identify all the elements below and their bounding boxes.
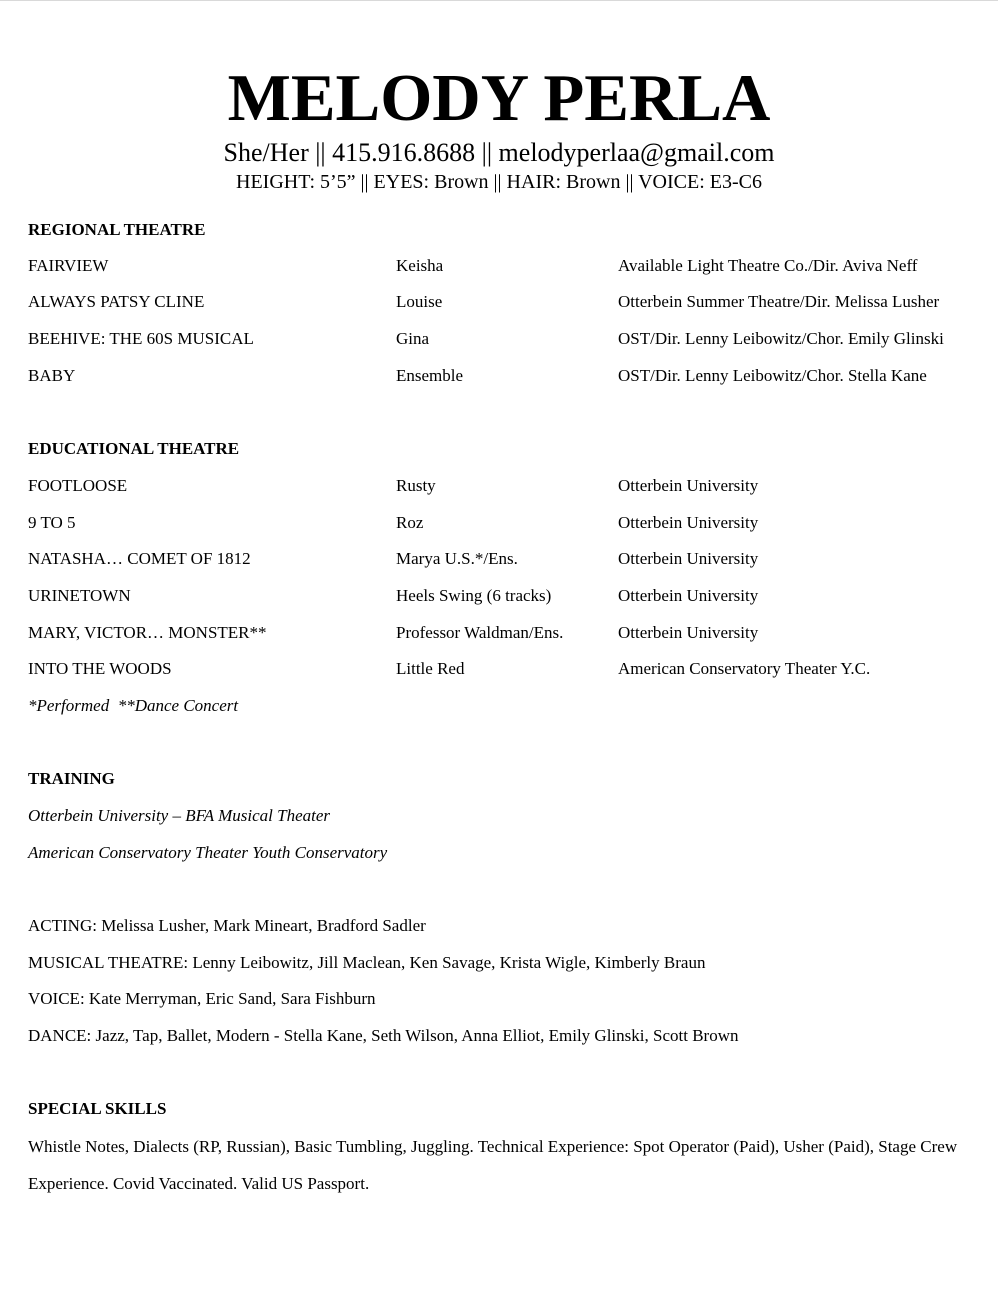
show-title: INTO THE WOODS (28, 659, 172, 678)
training-heading: TRAINING (28, 769, 115, 788)
educational-row (0, 622, 998, 646)
special-skills-heading: SPECIAL SKILLS (28, 1099, 167, 1118)
show-title: URINETOWN (28, 586, 131, 605)
role: Rusty (396, 476, 436, 495)
company: Otterbein University (618, 476, 759, 495)
show-title: BABY (28, 366, 76, 385)
show-title: FOOTLOOSE (28, 476, 128, 495)
teachers-dance: DANCE: Jazz, Tap, Ballet, Modern - Stella Kane, Seth Wilson, Anna Elliot, Emily Glinski, Scott Brown (28, 1026, 739, 1045)
company: OST/Dir. Lenny Leibowitz/Chor. Emily Glinski (618, 329, 944, 348)
educational-row (0, 548, 998, 572)
role: Keisha (396, 256, 444, 275)
regional-row (0, 291, 998, 315)
page-top-border (0, 0, 998, 1)
company: Otterbein University (618, 623, 759, 642)
role: Gina (396, 329, 430, 348)
company: OST/Dir. Lenny Leibowitz/Chor. Stella Kane (618, 366, 927, 385)
show-title: MARY, VICTOR… MONSTER** (28, 623, 267, 642)
show-title: FAIRVIEW (28, 256, 109, 275)
teachers-acting: ACTING: Melissa Lusher, Mark Mineart, Bradford Sadler (28, 916, 426, 935)
resume-name: MELODY PERLA (227, 61, 771, 135)
educational-row (0, 585, 998, 609)
teachers-musical-theatre: MUSICAL THEATRE: Lenny Leibowitz, Jill Maclean, Ken Savage, Krista Wigle, Kimberly Braun (28, 953, 706, 972)
show-title: BEEHIVE: THE 60S MUSICAL (28, 329, 254, 348)
regional-row (0, 365, 998, 389)
regional-theatre-heading: REGIONAL THEATRE (28, 220, 206, 239)
role: Professor Waldman/Ens. (396, 623, 564, 642)
role: Little Red (396, 659, 465, 678)
show-title: ALWAYS PATSY CLINE (28, 292, 205, 311)
special-skills-text: Whistle Notes, Dialects (RP, Russian), Basic Tumbling, Juggling. Technical Experience: Spot Operator (Paid), Usher (Paid), Stage Crew Experience. Covid Vaccinated. Valid US Passport. (28, 1137, 958, 1193)
educational-theatre-heading: EDUCATIONAL THEATRE (28, 439, 240, 458)
educational-row (0, 512, 998, 536)
role: Roz (396, 513, 424, 532)
footnote: *Performed **Dance Concert (28, 696, 239, 715)
company: Otterbein University (618, 513, 759, 532)
company: American Conservatory Theater Y.C. (618, 659, 871, 678)
company: Otterbein Summer Theatre/Dir. Melissa Lusher (618, 292, 940, 311)
stats-line: HEIGHT: 5’5” || EYES: Brown || HAIR: Brown || VOICE: E3-C6 (236, 171, 762, 193)
role: Louise (396, 292, 443, 311)
regional-row (0, 255, 998, 279)
role: Ensemble (396, 366, 464, 385)
show-title: 9 TO 5 (28, 513, 76, 532)
educational-row (0, 475, 998, 499)
company: Available Light Theatre Co./Dir. Aviva Neff (618, 256, 918, 275)
training-school: American Conservatory Theater Youth Conservatory (28, 843, 388, 862)
educational-row (0, 658, 998, 682)
role: Marya U.S.*/Ens. (396, 549, 518, 568)
contact-line: She/Her || 415.916.8688 || melodyperlaa@gmail.com (223, 138, 775, 167)
company: Otterbein University (618, 549, 759, 568)
regional-row (0, 328, 998, 352)
role: Heels Swing (6 tracks) (396, 586, 552, 605)
training-school: Otterbein University – BFA Musical Theater (28, 806, 331, 825)
teachers-voice: VOICE: Kate Merryman, Eric Sand, Sara Fishburn (28, 989, 376, 1008)
company: Otterbein University (618, 586, 759, 605)
show-title: NATASHA… COMET OF 1812 (28, 549, 251, 568)
